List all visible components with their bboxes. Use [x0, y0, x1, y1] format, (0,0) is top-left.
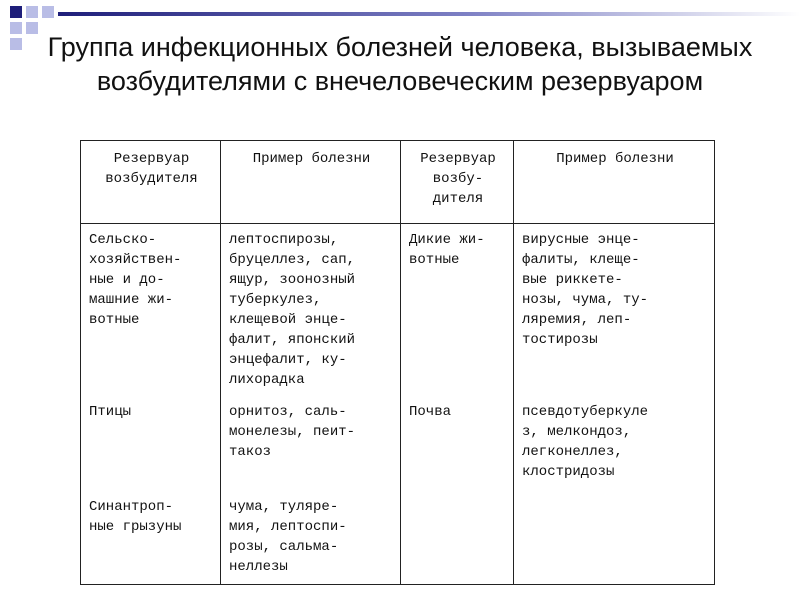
- reservoir-table: [80, 140, 715, 585]
- disease-cell: чума, туляре- мия, лептоспи- розы, сальма- неллезы: [221, 491, 401, 585]
- corner-square-light: [26, 6, 38, 18]
- table-row: [81, 224, 715, 396]
- disease-cell: [514, 491, 715, 585]
- reservoir-cell: Синантроп- ные грызуны: [81, 491, 221, 585]
- reservoir-cell: [401, 491, 514, 585]
- table-row: [81, 491, 715, 585]
- header-disease-example: Пример болезни: [221, 141, 401, 224]
- reservoir-cell: Сельско- хозяйствен- ные и до- машние жи- вотные: [81, 224, 221, 396]
- slide-title: Группа инфекционных болезней человека, вызываемых возбудителями с внечеловеческим резервуаром: [47, 32, 753, 96]
- corner-square-dark: [10, 6, 22, 18]
- table-header-row: [81, 141, 715, 224]
- header-reservoir: Резервуар возбу- дителя: [401, 141, 514, 224]
- table-row: [81, 396, 715, 491]
- header-disease-example: Пример болезни: [514, 141, 715, 224]
- header-reservoir: Резервуар возбудителя: [81, 141, 221, 224]
- disease-cell: лептоспирозы, бруцеллез, сап, ящур, зоонозный туберкулез, клещевой энце- фалит, японский энцефалит, ку- лихорадка: [221, 224, 401, 396]
- header-gradient-line: [58, 12, 800, 16]
- disease-cell: орнитоз, саль- монелезы, пеит- такоз: [221, 396, 401, 491]
- disease-cell: псевдотуберкуле з, мелкондоз, легконеллез, клостридозы: [514, 396, 715, 491]
- reservoir-cell: Почва: [401, 396, 514, 491]
- scanned-table-image: [80, 140, 714, 585]
- corner-square-light: [42, 6, 54, 18]
- reservoir-cell: Дикие жи- вотные: [401, 224, 514, 396]
- disease-cell: вирусные энце- фалиты, клеще- вые риккете- нозы, чума, ту- ляремия, леп- тостирозы: [514, 224, 715, 396]
- reservoir-cell: Птицы: [81, 396, 221, 491]
